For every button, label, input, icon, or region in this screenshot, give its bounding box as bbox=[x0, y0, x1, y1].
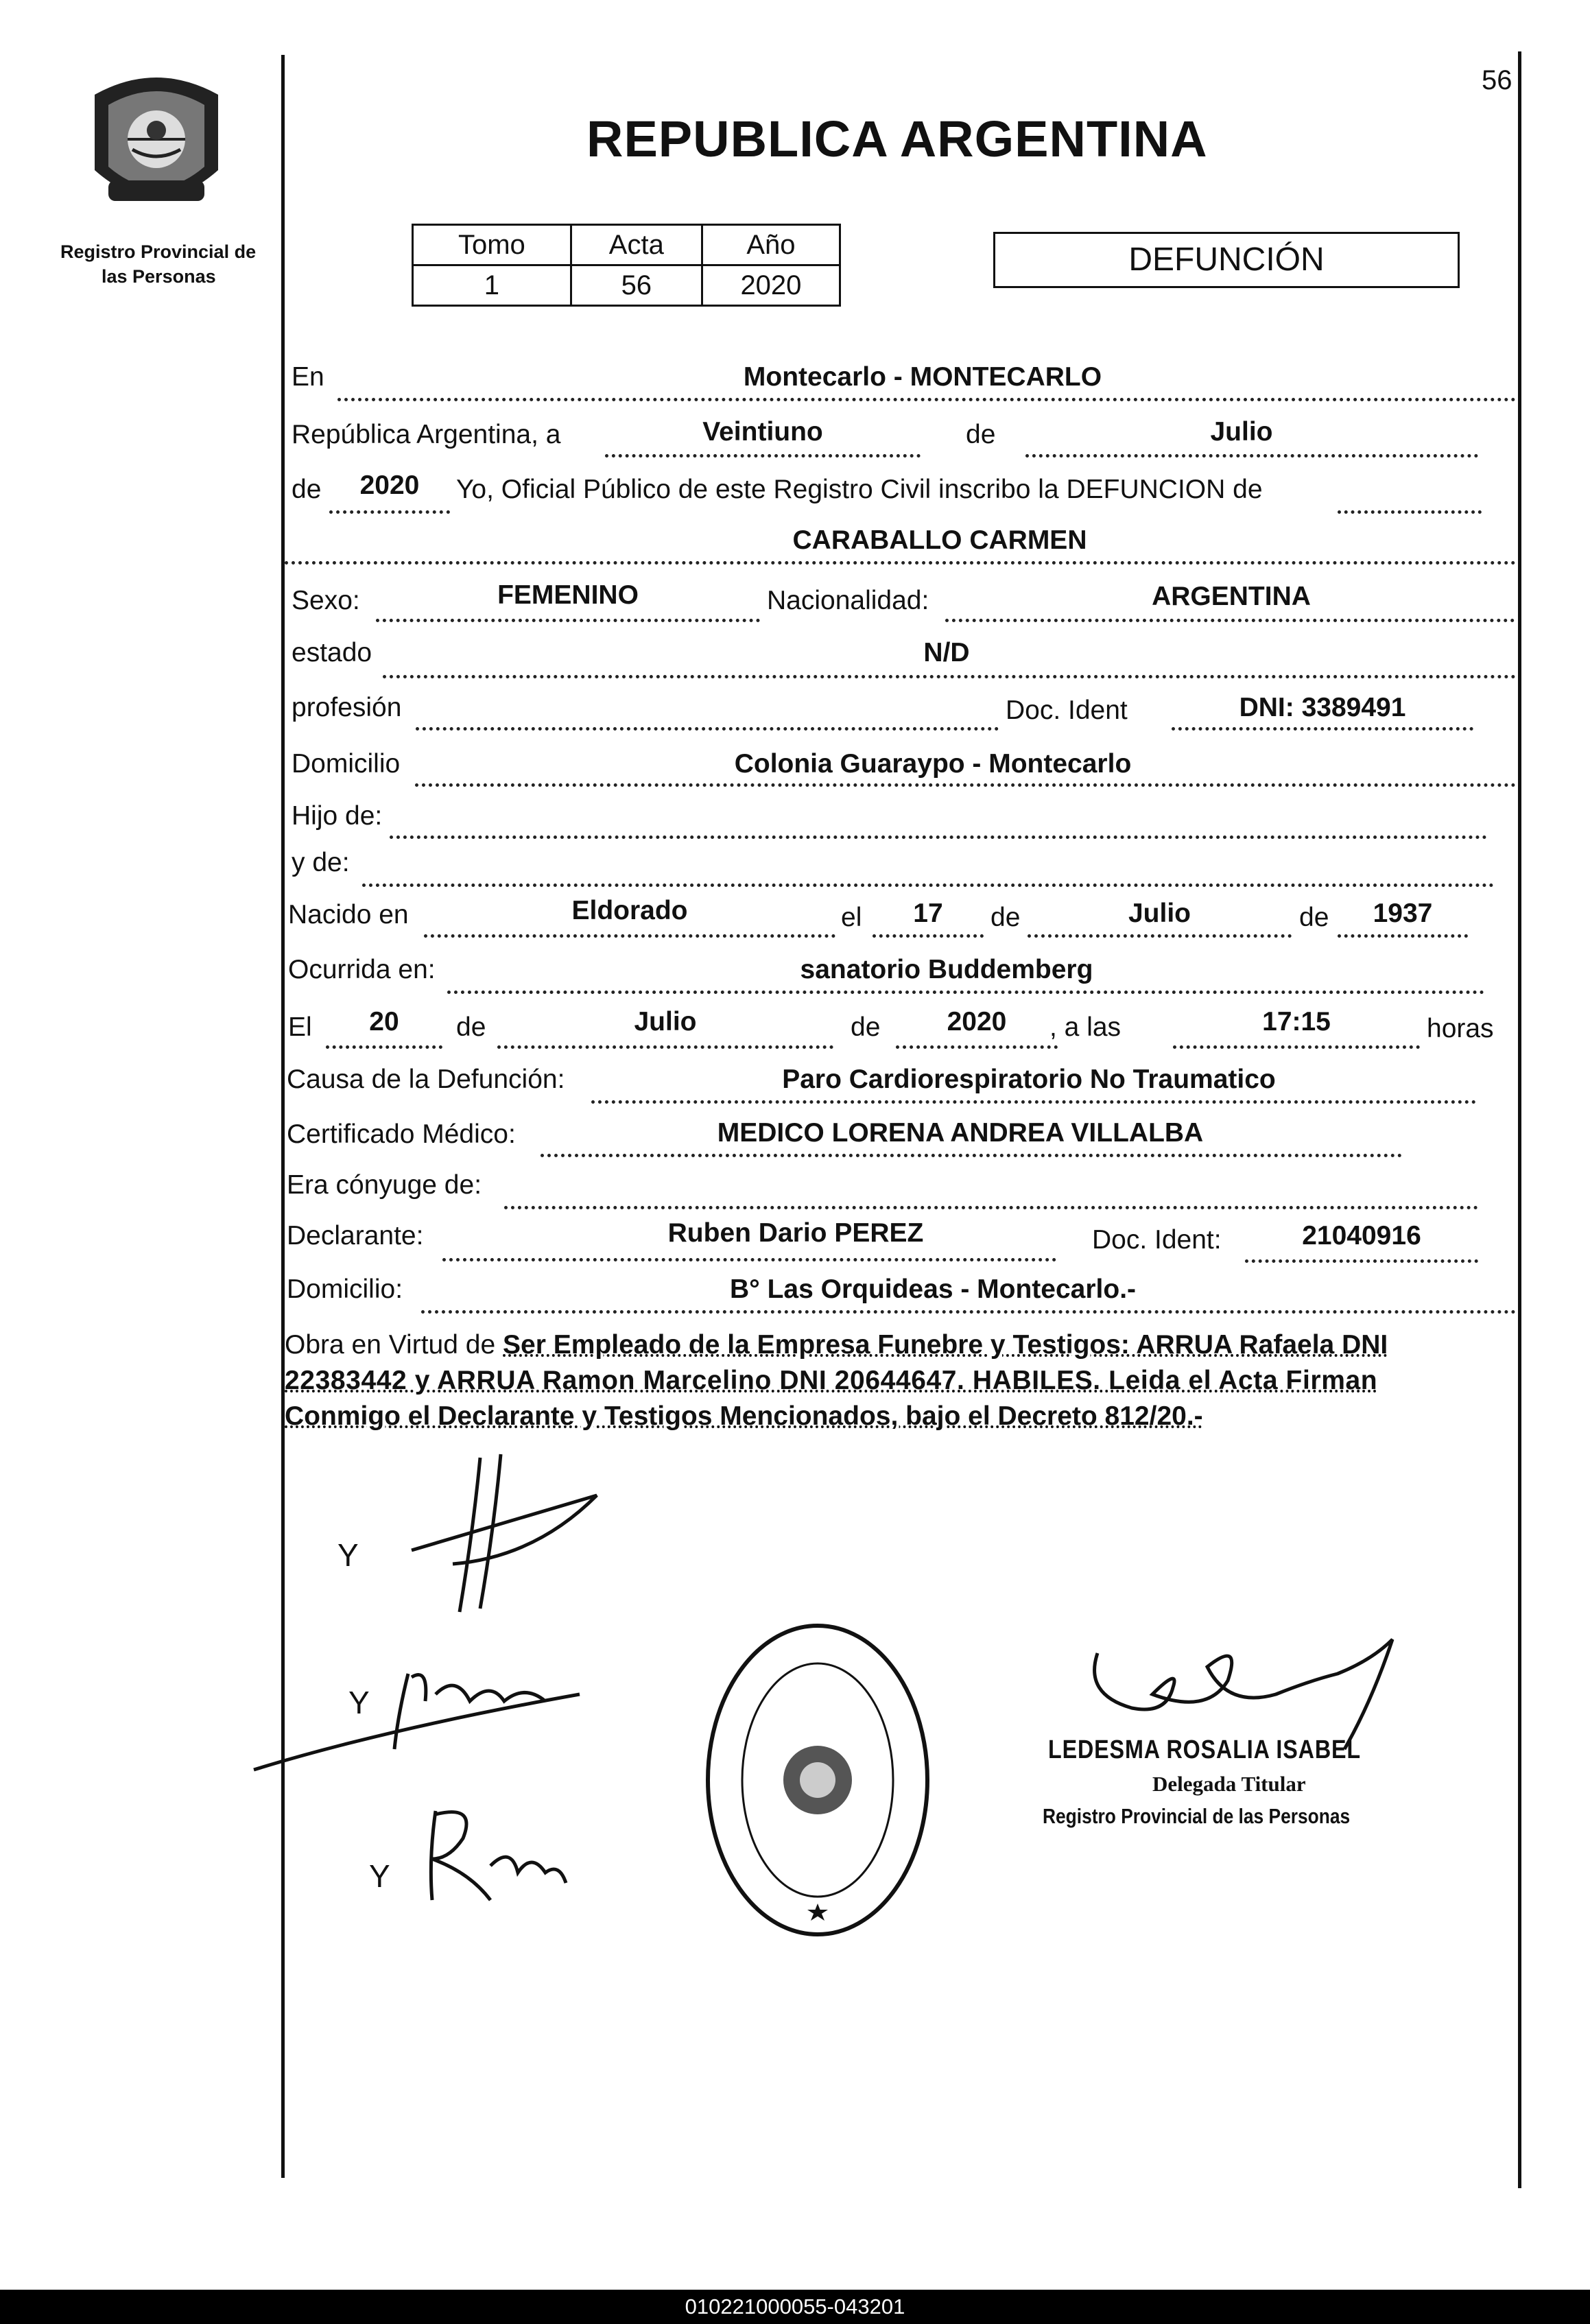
domicilio-dotted-line bbox=[415, 783, 1516, 787]
estado-value: N/D bbox=[923, 638, 970, 667]
doc-ident-label: Doc. Ident bbox=[1006, 696, 1128, 725]
death-time: 17:15 bbox=[1262, 1007, 1331, 1036]
obra-text-3: Conmigo el Declarante y Testigos Mencionados, bajo el Decreto 812/20.- bbox=[285, 1401, 1203, 1431]
document-type-box bbox=[993, 232, 1460, 288]
witness-signature-2 bbox=[415, 1797, 573, 1907]
el-label: el bbox=[841, 903, 862, 932]
profesion-label: profesión bbox=[292, 693, 402, 722]
declarante-dotted-line bbox=[442, 1258, 1056, 1261]
declarante-doc-dotted-line bbox=[1245, 1259, 1478, 1263]
declarante-doc-label: Doc. Ident: bbox=[1092, 1225, 1222, 1255]
birth-day-dotted-line bbox=[873, 934, 984, 938]
obra-label: Obra en Virtud de bbox=[285, 1330, 496, 1360]
obra-text-1: Ser Empleado de la Empresa Funebre y Testigos: ARRUA Rafaela DNI bbox=[503, 1330, 1388, 1360]
de-label-6: de bbox=[851, 1012, 881, 1042]
oficial-text: Yo, Oficial Público de este Registro Civil inscribo la DEFUNCION de bbox=[456, 475, 1263, 504]
birth-place: Eldorado bbox=[571, 896, 688, 925]
death-year-dotted-line bbox=[896, 1045, 1058, 1049]
signature-mark-3: Y bbox=[369, 1858, 390, 1894]
year-dotted-line bbox=[329, 510, 450, 514]
record-header-acta: Acta bbox=[571, 225, 702, 265]
ocurrida-value: sanatorio Buddemberg bbox=[800, 955, 1093, 984]
day-dotted-line bbox=[605, 454, 921, 458]
causa-label: Causa de la Defunción: bbox=[287, 1065, 565, 1094]
month-dotted-line bbox=[1025, 454, 1478, 458]
registration-day: Veintiuno bbox=[702, 417, 823, 447]
declarant-signature bbox=[384, 1447, 610, 1626]
estado-label: estado bbox=[292, 638, 372, 667]
page-number: 56 bbox=[1482, 65, 1512, 95]
conyuge-dotted-line bbox=[504, 1206, 1478, 1209]
domicilio-value: Colonia Guaraypo - Montecarlo bbox=[734, 749, 1132, 779]
sexo-label: Sexo: bbox=[292, 586, 360, 615]
obra-line-3 bbox=[285, 1399, 1506, 1434]
signature-mark-2: Y bbox=[348, 1685, 370, 1720]
deceased-name: CARABALLO CARMEN bbox=[792, 525, 1087, 555]
nacido-dotted-line bbox=[424, 934, 835, 938]
registry-name-line2: las Personas bbox=[102, 266, 216, 287]
registration-month: Julio bbox=[1210, 417, 1273, 447]
en-dotted-line bbox=[337, 398, 1516, 401]
doc-ident-dotted-line bbox=[1172, 727, 1473, 731]
doc-ident-value: DNI: 3389491 bbox=[1239, 693, 1406, 722]
death-month: Julio bbox=[634, 1007, 697, 1036]
birth-month-dotted-line bbox=[1028, 934, 1292, 938]
death-time-dotted-line bbox=[1173, 1045, 1420, 1049]
record-header-tomo: Tomo bbox=[413, 225, 571, 265]
birth-day: 17 bbox=[913, 899, 943, 928]
death-month-dotted-line bbox=[497, 1045, 833, 1049]
a-las-label: , a las bbox=[1049, 1012, 1122, 1042]
obra-paragraph bbox=[285, 1327, 1506, 1434]
certificado-dotted-line bbox=[541, 1154, 1402, 1157]
death-day: 20 bbox=[369, 1007, 399, 1036]
official-name: LEDESMA ROSALIA ISABEL bbox=[1048, 1735, 1361, 1764]
provincial-seal-logo bbox=[81, 67, 232, 222]
declarante-domicilio-label: Domicilio: bbox=[287, 1274, 403, 1304]
hijo-label: Hijo de: bbox=[292, 801, 383, 831]
registry-name-line1: Registro Provincial de bbox=[60, 241, 257, 262]
barcode-text: 010221000055-043201 bbox=[685, 2295, 905, 2319]
place-value: Montecarlo - MONTECARLO bbox=[743, 362, 1102, 392]
sexo-value: FEMENINO bbox=[497, 580, 639, 610]
obra-line-2 bbox=[285, 1363, 1506, 1399]
official-org: Registro Provincial de las Personas bbox=[1043, 1804, 1351, 1828]
declarante-domicilio-dotted-line bbox=[421, 1310, 1516, 1314]
footer-bar bbox=[0, 2290, 1590, 2324]
estado-dotted-line bbox=[383, 675, 1516, 678]
profesion-dotted-line bbox=[416, 727, 999, 731]
nacionalidad-dotted-line bbox=[945, 619, 1515, 622]
de-label-5: de bbox=[456, 1012, 486, 1042]
certificado-label: Certificado Médico: bbox=[287, 1119, 516, 1149]
ocurrida-dotted-line bbox=[447, 991, 1484, 994]
right-border-line bbox=[1518, 51, 1521, 2188]
record-value-tomo: 1 bbox=[413, 265, 571, 306]
official-stamp bbox=[703, 1619, 933, 1941]
registration-year: 2020 bbox=[359, 471, 420, 500]
record-header-anio: Año bbox=[702, 225, 840, 265]
hijo-dotted-line bbox=[390, 835, 1487, 839]
conyuge-label: Era cónyuge de: bbox=[287, 1170, 482, 1200]
page-title: REPUBLICA ARGENTINA bbox=[586, 110, 1208, 167]
death-day-dotted-line bbox=[326, 1045, 442, 1049]
en-label: En bbox=[292, 362, 324, 392]
signature-mark-1: Y bbox=[337, 1537, 359, 1573]
yde-dotted-line bbox=[362, 884, 1494, 887]
record-table bbox=[412, 224, 841, 307]
causa-value: Paro Cardiorespiratorio No Traumatico bbox=[782, 1065, 1276, 1094]
birth-month: Julio bbox=[1128, 899, 1191, 928]
certificado-value: MEDICO LORENA ANDREA VILLALBA bbox=[717, 1118, 1204, 1148]
name-dotted-line bbox=[285, 561, 1516, 565]
de-label-3: de bbox=[990, 903, 1021, 932]
official-title: Delegada Titular bbox=[1152, 1772, 1306, 1796]
declarante-doc-value: 21040916 bbox=[1302, 1221, 1421, 1250]
nacionalidad-value: ARGENTINA bbox=[1152, 582, 1311, 611]
witness-signature-1 bbox=[250, 1653, 593, 1777]
causa-dotted-line bbox=[591, 1100, 1476, 1104]
de-label-4: de bbox=[1299, 903, 1329, 932]
republica-label: República Argentina, a bbox=[292, 420, 561, 449]
record-value-acta: 56 bbox=[571, 265, 702, 306]
document-type: DEFUNCIÓN bbox=[1128, 241, 1325, 278]
declarante-domicilio-value: B° Las Orquideas - Montecarlo.- bbox=[729, 1274, 1137, 1304]
declarante-label: Declarante: bbox=[287, 1221, 424, 1250]
birth-year: 1937 bbox=[1373, 899, 1433, 928]
horas-label: horas bbox=[1427, 1014, 1494, 1043]
left-border-line bbox=[281, 55, 285, 2178]
ocurrida-label: Ocurrida en: bbox=[288, 955, 436, 984]
declarante-value: Ruben Dario PEREZ bbox=[667, 1218, 924, 1248]
death-year: 2020 bbox=[947, 1007, 1007, 1036]
nacionalidad-label: Nacionalidad: bbox=[767, 586, 929, 615]
obra-line-1 bbox=[285, 1327, 1506, 1363]
oficial-dotted-line bbox=[1338, 510, 1482, 514]
obra-text-2: 22383442 y ARRUA Ramon Marcelino DNI 20644647. HABILES. Leida el Acta Firman bbox=[285, 1366, 1378, 1395]
sexo-dotted-line bbox=[376, 619, 760, 622]
nacido-label: Nacido en bbox=[288, 900, 409, 929]
el-label-2: El bbox=[288, 1012, 312, 1042]
record-value-anio: 2020 bbox=[702, 265, 840, 306]
domicilio-label: Domicilio bbox=[292, 749, 401, 779]
de-label-2: de bbox=[292, 475, 322, 504]
yde-label: y de: bbox=[292, 848, 350, 877]
de-label-1: de bbox=[966, 420, 996, 449]
birth-year-dotted-line bbox=[1338, 934, 1468, 938]
